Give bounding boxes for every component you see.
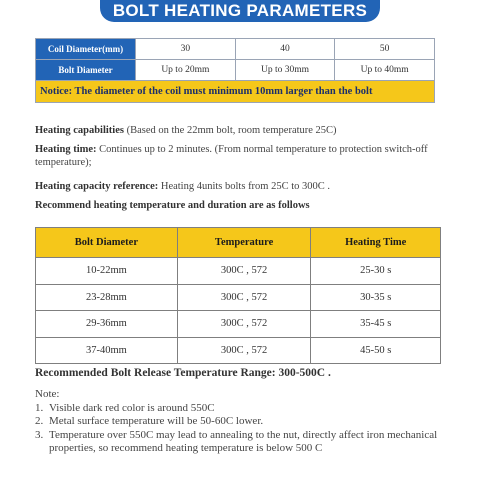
column-header-bolt-diameter: Bolt Diameter	[36, 228, 178, 258]
heating-capacity-label: Heating capacity reference:	[35, 181, 159, 192]
bolt-diameter-value: 10-22mm	[36, 258, 178, 285]
release-temperature-range: Recommended Bolt Release Temperature Range: 300-500C .	[35, 367, 331, 379]
bolt-diameter-label: Bolt Diameter	[36, 60, 136, 81]
heating-time-label: Heating time:	[35, 144, 97, 155]
note-item	[35, 429, 449, 456]
recommend-header-row	[36, 228, 441, 258]
note-text: Temperature over 550C may lead to annealing to the nut, directly affect iron mechanical properties, so recommend heating temperature is below 500 C	[49, 428, 438, 454]
notes-label: Note:	[35, 388, 60, 400]
notice-text: Notice: The diameter of the coil must minimum 10mm larger than the bolt	[36, 81, 435, 103]
coil-diameter-label: Coil Diameter(mm)	[36, 39, 136, 60]
note-text: Metal surface temperature will be 50-60C lower.	[49, 415, 264, 427]
coil-diameter-row	[36, 39, 435, 60]
heating-time-value: 30-35 s	[311, 284, 441, 311]
coil-spec-table	[35, 38, 435, 103]
column-header-temperature: Temperature	[177, 228, 311, 258]
bolt-diameter-value: 29-36mm	[36, 311, 178, 338]
notes-section	[35, 388, 449, 456]
heating-time-value: 35-45 s	[311, 311, 441, 338]
recommend-heading	[35, 199, 310, 212]
note-number: 3.	[35, 428, 44, 441]
heating-capabilities-text: (Based on the 22mm bolt, room temperature 25C)	[123, 125, 337, 136]
temperature-value: 300C , 572	[177, 337, 311, 364]
table-row	[36, 258, 441, 285]
page-title: BOLT HEATING PARAMETERS	[100, 0, 380, 22]
temperature-value: 300C , 572	[177, 284, 311, 311]
bolt-diameter-row	[36, 60, 435, 81]
bolt-diameter-value: 37-40mm	[36, 337, 178, 364]
coil-diameter-cell: 50	[335, 39, 435, 60]
heating-capacity-text: Heating 4units bolts from 25C to 300C .	[158, 181, 331, 192]
bolt-diameter-cell: Up to 30mm	[235, 60, 335, 81]
note-number: 1.	[35, 401, 44, 414]
bolt-diameter-cell: Up to 40mm	[335, 60, 435, 81]
recommend-heading-text: Recommend heating temperature and duration are as follows	[35, 200, 310, 211]
note-number: 2.	[35, 415, 44, 427]
coil-diameter-cell: 40	[235, 39, 335, 60]
note-text: Visible dark red color is around 550C	[49, 401, 215, 414]
heating-time-value: 25-30 s	[311, 258, 441, 285]
table-row	[36, 284, 441, 311]
bolt-diameter-value: 23-28mm	[36, 284, 178, 311]
heating-time-text: Continues up to 2 minutes. (From normal temperature to protection switch-off temperature);	[35, 144, 428, 168]
heating-capacity	[35, 180, 330, 193]
recommend-table	[35, 227, 441, 364]
coil-diameter-cell: 30	[136, 39, 236, 60]
temperature-value: 300C , 572	[177, 258, 311, 285]
heating-time	[35, 143, 445, 169]
note-item	[35, 402, 449, 416]
heating-time-value: 45-50 s	[311, 337, 441, 364]
heating-capabilities	[35, 124, 337, 137]
table-row	[36, 337, 441, 364]
table-row	[36, 311, 441, 338]
column-header-heating-time: Heating Time	[311, 228, 441, 258]
heating-capabilities-label: Heating capabilities	[35, 125, 124, 136]
temperature-value: 300C , 572	[177, 311, 311, 338]
bolt-diameter-cell: Up to 20mm	[136, 60, 236, 81]
notice-row	[36, 81, 435, 103]
note-item	[35, 415, 449, 429]
